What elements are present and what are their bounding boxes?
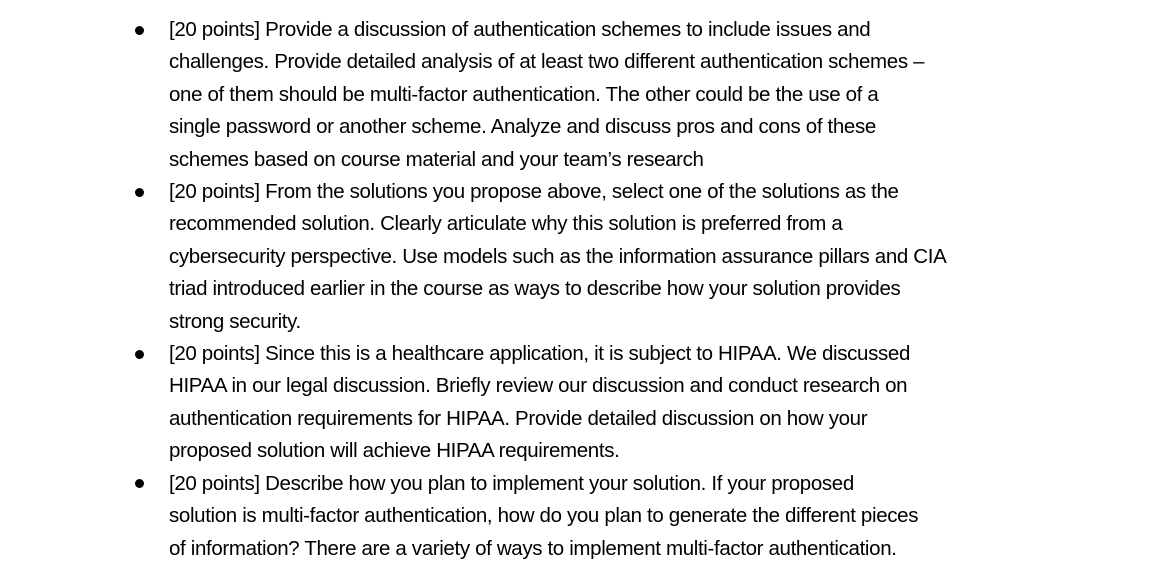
bullet-item-hipaa [0,338,1054,468]
bullet-icon [134,176,144,208]
bullet-text-line: HIPAA in our legal discussion. Briefly review our discussion and conduct research on [169,374,908,398]
requirements-bullet-list [0,14,1170,565]
bullet-text-line: one of them should be multi-factor authentication. The other could be the use of a [169,82,879,106]
bullet-text-line: authentication requirements for HIPAA. Provide detailed discussion on how your [169,406,868,430]
bullet-icon [134,14,144,46]
bullet-text-line: recommended solution. Clearly articulate why this solution is preferred from a [169,212,843,236]
bullet-text-line: single password or another scheme. Analyze and discuss pros and cons of these [169,115,876,139]
bullet-text-line: [20 points] Since this is a healthcare application, it is subject to HIPAA. We discussed [169,342,911,366]
bullet-text-line: cybersecurity perspective. Use models such as the information assurance pillars and CIA [169,244,947,268]
bullet-item-implementation [0,468,1054,565]
document-page [0,14,1170,565]
bullet-text-line: proposed solution will achieve HIPAA requirements. [169,439,620,463]
bullet-text-line: challenges. Provide detailed analysis of at least two different authentication schemes – [169,50,925,74]
bullet-text-line: strong security. [169,309,301,333]
bullet-text-line: [20 points] From the solutions you propose above, select one of the solutions as the [169,180,899,204]
bullet-text-line: of information? There are a variety of ways to implement multi-factor authentication. [169,536,897,560]
bullet-text-line: [20 points] Provide a discussion of authentication schemes to include issues and [169,18,871,41]
bullet-text-line: schemes based on course material and your team’s research [169,147,704,171]
bullet-text-line: solution is multi-factor authentication, how do you plan to generate the different pieces [169,504,919,528]
bullet-item-authentication-schemes [0,14,1054,176]
bullet-item-recommended-solution [0,176,1054,338]
bullet-icon [134,338,144,370]
bullet-text-line: triad introduced earlier in the course as ways to describe how your solution provides [169,277,901,301]
bullet-text-line: [20 points] Describe how you plan to implement your solution. If your proposed [169,471,854,495]
bullet-icon [134,468,144,500]
